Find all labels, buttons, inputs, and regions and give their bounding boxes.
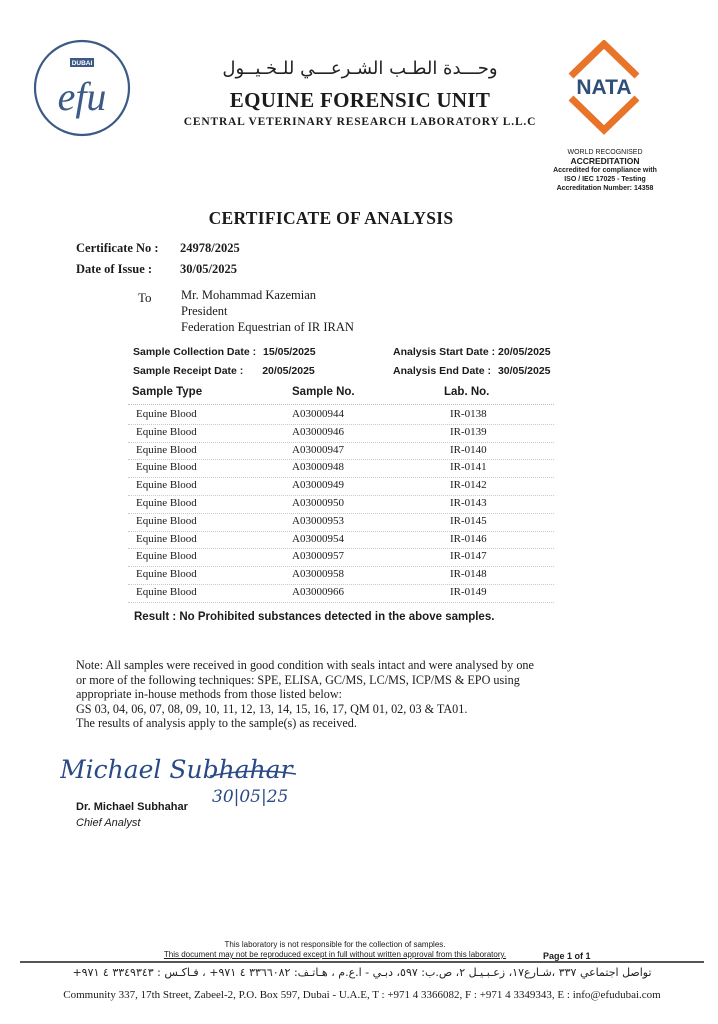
footer-divider — [20, 961, 704, 963]
table-row — [128, 548, 554, 567]
accreditation-line2: ACCREDITATION — [570, 156, 640, 166]
cell-lab-no: IR-0140 — [450, 443, 487, 456]
analysis-end-label: Analysis End Date : — [393, 365, 492, 377]
issue-date: 30/05/2025 — [180, 262, 237, 276]
cell-sample-type: Equine Blood — [136, 479, 197, 492]
cell-lab-no: IR-0147 — [450, 550, 487, 563]
disclaimer — [140, 940, 530, 960]
disclaimer-line1: This laboratory is not responsible for the collection of samples. — [224, 940, 446, 949]
certificate-number-label: Certificate No : — [76, 241, 159, 255]
signature-handwriting: Michael Subhahar — [60, 755, 293, 784]
cell-sample-type: Equine Blood — [136, 425, 197, 438]
certificate-title: CERTIFICATE OF ANALYSIS — [208, 208, 454, 228]
header-sample-no: Sample No. — [292, 386, 355, 398]
collection-date-label: Sample Collection Date : — [133, 346, 257, 358]
cell-lab-no: IR-0138 — [450, 408, 487, 420]
cell-sample-no: A03000953 — [292, 514, 344, 527]
cell-sample-no: A03000944 — [292, 408, 344, 420]
issue-date-row — [76, 262, 237, 277]
nata-logo-text: NATA — [576, 76, 632, 99]
cell-lab-no: IR-0145 — [450, 514, 487, 527]
table-row — [128, 513, 554, 532]
cell-sample-type: Equine Blood — [136, 443, 197, 456]
cell-sample-type: Equine Blood — [136, 550, 197, 563]
cell-sample-no: A03000947 — [292, 443, 344, 456]
cell-sample-no: A03000950 — [292, 497, 344, 509]
receipt-date-label: Sample Receipt Date : — [133, 365, 244, 377]
header-sample-type: Sample Type — [132, 386, 203, 398]
receipt-date-row — [133, 365, 315, 377]
table-row — [128, 566, 554, 585]
accreditation-line5: Accreditation Number: 14358 — [556, 185, 654, 192]
header-lab-no: Lab. No. — [444, 386, 490, 398]
cell-lab-no: IR-0142 — [450, 479, 487, 492]
table-row — [128, 459, 554, 478]
cell-lab-no: IR-0146 — [450, 532, 487, 545]
table-header-rule — [128, 404, 554, 405]
unit-subtitle: CENTRAL VETERINARY RESEARCH LABORATORY L.L.C — [183, 116, 537, 128]
note-line: or more of the following techniques: SPE, ELISA, GC/MS, LC/MS, ICP/MS & EPO using — [76, 672, 520, 687]
table-row — [128, 584, 554, 603]
cell-lab-no: IR-0149 — [450, 586, 487, 598]
cell-sample-type: Equine Blood — [136, 586, 197, 598]
analysis-end-row — [393, 365, 551, 377]
cell-sample-type: Equine Blood — [136, 461, 197, 474]
cell-sample-no: A03000957 — [292, 550, 344, 563]
cell-sample-no: A03000948 — [292, 461, 344, 474]
disclaimer-line2: This document may not be reproduced except in full without written approval from this laboratory. — [163, 950, 507, 959]
note-line: appropriate in-house methods from those listed below: — [76, 687, 343, 702]
unit-name: EQUINE FORENSIC UNIT — [229, 88, 491, 112]
to-label: To — [138, 290, 152, 305]
analyst-name: Dr. Michael Subhahar — [76, 801, 188, 813]
cell-sample-no: A03000949 — [292, 479, 344, 492]
table-row — [128, 477, 554, 496]
cell-sample-no: A03000954 — [292, 532, 344, 545]
analysis-note — [76, 658, 586, 731]
analysis-start-date: 20/05/2025 — [498, 346, 551, 358]
cell-sample-type: Equine Blood — [136, 514, 197, 527]
table-row — [128, 495, 554, 514]
cell-lab-no: IR-0139 — [450, 425, 487, 438]
recipient-organization: Federation Equestrian of IR IRAN — [181, 320, 354, 334]
logo-brand-text: DUBAI — [71, 60, 93, 68]
samples-table — [128, 386, 554, 601]
cell-sample-no: A03000958 — [292, 568, 344, 581]
cell-sample-type: Equine Blood — [136, 568, 197, 581]
note-line: The results of analysis apply to the sample(s) as received. — [76, 716, 357, 731]
cell-lab-no: IR-0148 — [450, 568, 487, 581]
result-statement: Result : No Prohibited substances detected in the above samples. — [134, 611, 495, 623]
table-row — [128, 406, 554, 425]
analysis-start-label: Analysis Start Date : — [393, 346, 496, 358]
collection-date-row — [133, 346, 316, 358]
issue-date-label: Date of Issue : — [76, 262, 153, 276]
address-line: Community 337, 17th Street, Zabeel-2, P.O. Box 597, Dubai - U.A.E, T : +971 4 3366082, F : +971 4 3349343, E : info@efudubai.com — [63, 989, 661, 1001]
receipt-date: 20/05/2025 — [262, 365, 315, 377]
signature-date: 30|05|25 — [212, 787, 289, 807]
arabic-address: تواصل اجتماعي ٣٣٧ ،شـارع١٧، زعـبـيـل ٢، ص.ب: ٥٩٧، دبـي - ا.ع.م ، هـاتـف: ٣٣٦٦٠٨٢ ٤ ٩٧١+ ، فـاكـس : ٣٣٤٩٣٤٣ ٤ ٩٧١+ — [72, 966, 652, 979]
note-line: Note: All samples were received in good condition with seals intact and were analysed by one — [76, 658, 534, 672]
cell-sample-no: A03000966 — [292, 586, 344, 598]
certificate-number-row — [76, 241, 240, 256]
table-row — [128, 531, 554, 550]
analysis-end-date: 30/05/2025 — [497, 365, 551, 377]
logo-monogram: efu — [57, 74, 107, 119]
analysis-start-row — [393, 346, 551, 358]
arabic-unit-name: وحـــدة الطـب الشـرعـــي للـخـيــول — [222, 58, 498, 79]
efu-logo — [32, 38, 132, 138]
cell-lab-no: IR-0143 — [450, 497, 487, 509]
nata-logo — [563, 40, 645, 136]
analyst-role: Chief Analyst — [76, 817, 141, 829]
collection-date: 15/05/2025 — [263, 346, 316, 358]
certificate-number: 24978/2025 — [180, 241, 240, 255]
cell-sample-type: Equine Blood — [136, 408, 197, 420]
cell-sample-type: Equine Blood — [136, 532, 197, 545]
cell-sample-type: Equine Blood — [136, 497, 197, 509]
accreditation-line4: ISO / IEC 17025 - Testing — [564, 176, 646, 183]
cell-sample-no: A03000946 — [292, 425, 344, 438]
table-row — [128, 442, 554, 461]
page-number: Page 1 of 1 — [543, 951, 591, 961]
accreditation-block — [540, 148, 670, 193]
table-row — [128, 424, 554, 443]
recipient-title: President — [181, 304, 228, 318]
cell-lab-no: IR-0141 — [450, 461, 487, 474]
note-line: GS 03, 04, 06, 07, 08, 09, 10, 11, 12, 13, 14, 15, 16, 17, QM 01, 02, 03 & TA01. — [76, 701, 468, 716]
accreditation-line1: WORLD RECOGNISED — [567, 149, 643, 156]
accreditation-line3: Accredited for compliance with — [553, 167, 657, 174]
recipient-name: Mr. Mohammad Kazemian — [181, 288, 317, 302]
